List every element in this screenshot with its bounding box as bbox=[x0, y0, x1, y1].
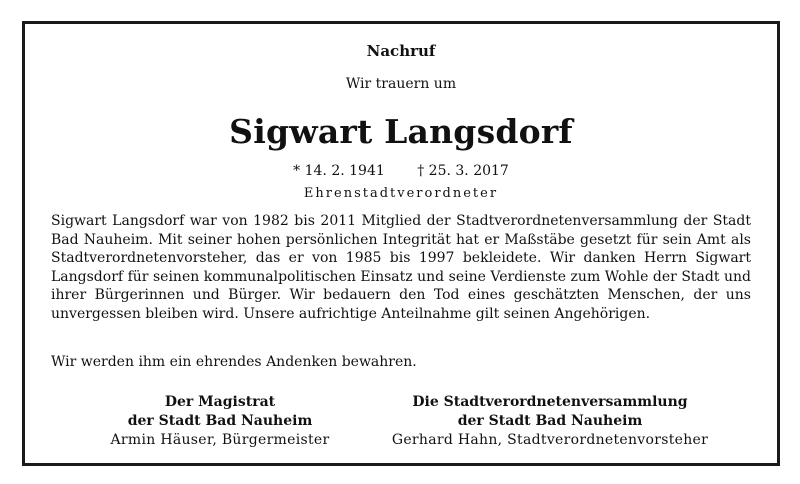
deceased-name: Sigwart Langsdorf bbox=[229, 112, 573, 151]
signature-org-line1: Die Stadtverordnetenversammlung bbox=[412, 394, 688, 410]
death-date: † 25. 3. 2017 bbox=[417, 163, 509, 179]
notice-heading: Nachruf bbox=[366, 42, 436, 60]
obituary-body: Sigwart Langsdorf war von 1982 bis 2011 Mitglied der Stadtverordnetenversammlung der Stadt Bad Nauheim. Mit seiner hohen persönlichen Integrität hat er Maßstäbe gesetzt für sein Amt als Stadtverordnetenvorsteher, das er von 1985 bis 1997 bekleidete. Wir danken Herrn Sigwart Langsdorf für seinen kommunalpolitischen Einsatz und seine Verdienste zum Wohle der Stadt und ihrer Bürgerinnen und Bürger. Wir bedauern den Tod eines geschätzten Menschen, der uns unvergessen bleiben wird. Unsere aufrichtige Anteilnahme gilt seinen Angehörigen. bbox=[51, 213, 751, 322]
birth-date: * 14. 2. 1941 bbox=[293, 163, 385, 179]
intro-line: Wir trauern um bbox=[345, 76, 457, 92]
signature-org-line2: der Stadt Bad Nauheim bbox=[127, 413, 313, 429]
signature-org-line1: Der Magistrat bbox=[164, 394, 276, 410]
closing-line: Wir werden ihm ein ehrendes Andenken bewahren. bbox=[51, 354, 417, 370]
signature-magistrat bbox=[85, 393, 355, 450]
signature-signer: Armin Häuser, Bürgermeister bbox=[110, 432, 330, 448]
honorary-title: Ehrenstadtverordneter bbox=[303, 186, 499, 201]
life-dates bbox=[25, 163, 777, 179]
signature-org-line2: der Stadt Bad Nauheim bbox=[457, 413, 643, 429]
obituary-notice bbox=[22, 21, 780, 466]
signature-assembly bbox=[365, 393, 735, 450]
signature-signer: Gerhard Hahn, Stadtverordnetenvorsteher bbox=[391, 432, 709, 448]
